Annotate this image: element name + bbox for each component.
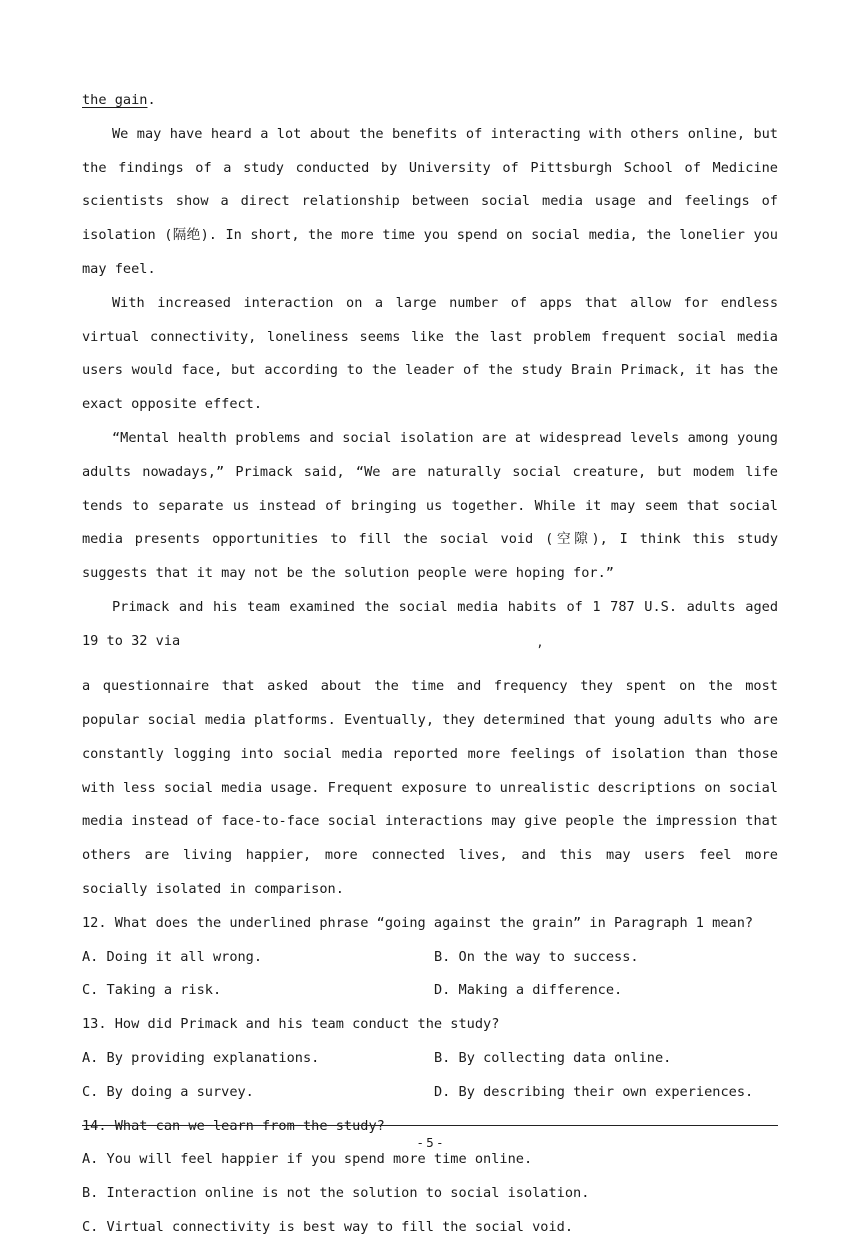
fragment-period: .: [147, 92, 156, 108]
question-13-stem: 13. How did Primack and his team conduct the study?: [82, 1016, 500, 1033]
question-13-options-row-1: [82, 1042, 778, 1076]
question-12-options-row-1: [82, 941, 778, 975]
stray-apostrophe: ’: [536, 642, 544, 657]
paragraph-5-line-1: Primack and his team examined the social media habits of 1 787 U.S. adults aged 19 to 32 via: [82, 598, 778, 649]
paragraph-4: “Mental health problems and social isolation are at widespread levels among young adults nowadays,” Primack said, “We are naturally social creature, but modem life tends to separate us instead of bringing us together. While it may seem that social media presents opportunities to fill the social void (空隙), I think this study suggests that it may not be the solution people were hoping for.”: [82, 429, 778, 582]
question-13-option-a: A. By providing explanations.: [82, 1049, 320, 1066]
paragraph-5-rest: a questionnaire that asked about the time and frequency they spent on the most popular social media platforms. Eventually, they determined that young adults who are constantly logging into social media reported more feelings of isolation than those with less social media usage. Frequent exposure to unrealistic descriptions on social media instead of face-to-face social interactions may give people the impression that others are living happier, more connected lives, and this may users feel more socially isolated in comparison.: [82, 678, 778, 897]
paragraph-2: We may have heard a lot about the benefits of interacting with others online, but the findings of a study conducted by University of Pittsburgh School of Medicine scientists show a direct relationship between social media usage and feelings of isolation (隔绝). In short, the more time you spend on social media, the lonelier you may feel.: [82, 125, 778, 277]
page-number: - 5 -: [418, 1136, 442, 1150]
question-14-stem: 14. What can we learn from the study?: [82, 1117, 385, 1134]
passage-fragment: [82, 84, 778, 118]
question-12-option-b: B. On the way to success.: [434, 948, 639, 965]
question-14-option-c: C. Virtual connectivity is best way to fill the social void.: [82, 1218, 574, 1235]
footer-divider: [82, 1125, 778, 1126]
question-13-option-b: B. By collecting data online.: [434, 1049, 672, 1066]
question-14-option-a: A. You will feel happier if you spend more time online.: [82, 1151, 533, 1168]
question-12-option-d: D. Making a difference.: [434, 982, 623, 999]
question-14-option-b: B. Interaction online is not the solution to social isolation.: [82, 1185, 590, 1202]
question-12-stem: 12. What does the underlined phrase “going against the grain” in Paragraph 1 mean?: [82, 914, 754, 931]
paragraph-3: With increased interaction on a large number of apps that allow for endless virtual connectivity, loneliness seems like the last problem frequent social media users would face, but according to the leader of the study Brain Primack, it has the exact opposite effect.: [82, 294, 778, 413]
question-13-option-d: D. By describing their own experiences.: [434, 1083, 754, 1100]
question-13-option-c: C. By doing a survey.: [82, 1083, 254, 1100]
question-13-options-row-2: [82, 1076, 778, 1110]
question-12-options-row-2: [82, 974, 778, 1008]
stray-apostrophe-row: [82, 642, 778, 671]
question-12-option-c: C. Taking a risk.: [82, 982, 222, 999]
underlined-phrase-fragment: the gain: [82, 92, 148, 108]
question-12-option-a: A. Doing it all wrong.: [82, 948, 263, 965]
document-body: [82, 84, 778, 1245]
